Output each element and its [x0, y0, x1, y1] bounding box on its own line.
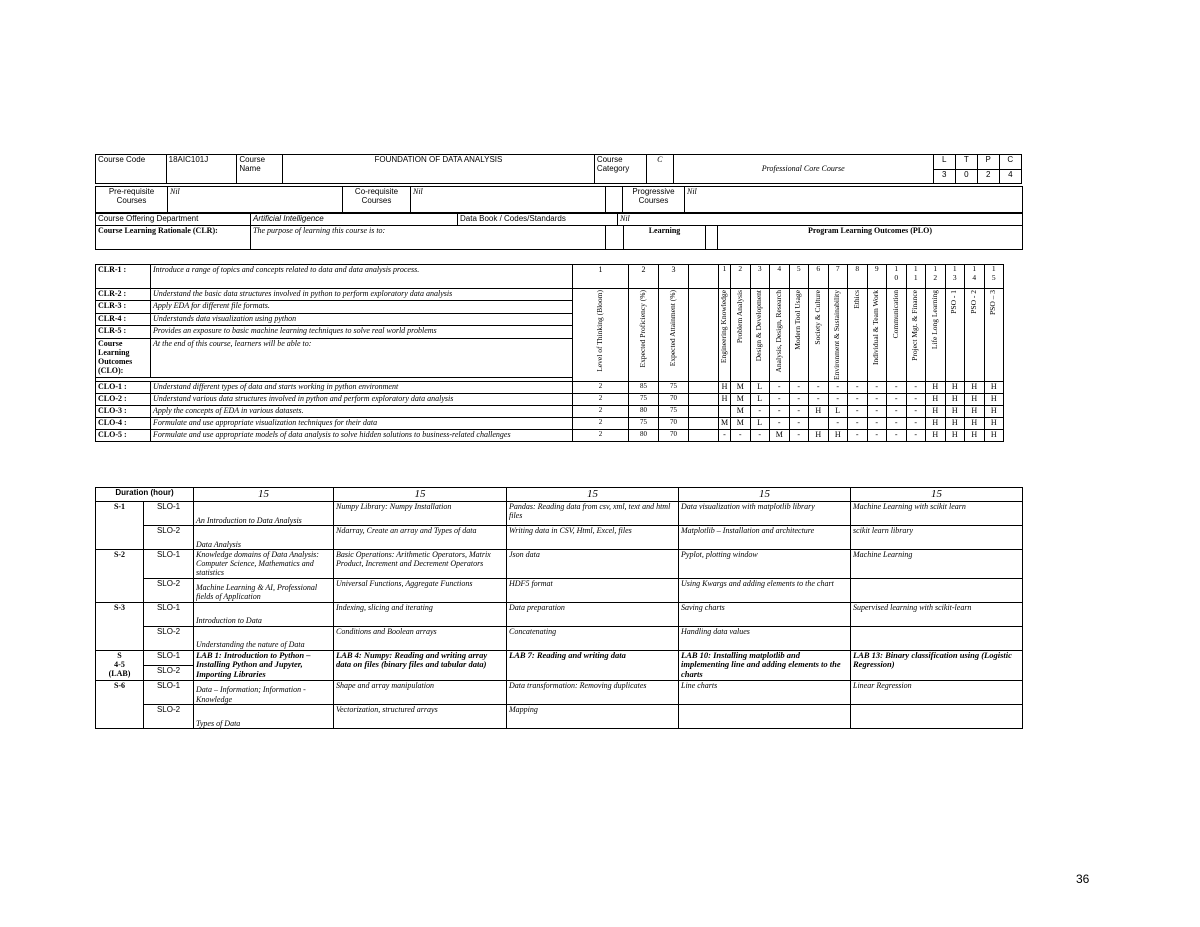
clo-text: Apply the concepts of EDA in various datasets.: [151, 406, 573, 418]
topic-cell: Conditions and Boolean arrays: [334, 626, 507, 650]
plo-value: -: [906, 394, 926, 406]
plo-number: 9: [867, 265, 887, 289]
plo-value: -: [789, 418, 809, 430]
topic-cell: [679, 704, 851, 728]
clo-code: CLO-5 :: [96, 430, 151, 442]
plo-heading: PSO – 3: [984, 289, 1004, 382]
duration-value: 15: [507, 488, 679, 502]
plo-value: -: [750, 430, 770, 442]
plo-value: [809, 418, 829, 430]
topic-cell: Machine Learning: [851, 550, 1023, 579]
topic-cell: Pyplot, plotting window: [679, 550, 851, 579]
coreq-value: Nil: [411, 187, 606, 213]
lab-topic: LAB 10: Installing matplotlib and implementing line and adding elements to the charts: [679, 650, 851, 680]
clr-header-table: [95, 225, 1023, 250]
plo-value: H: [945, 406, 965, 418]
databook-label: Data Book / Codes/Standards: [458, 214, 618, 226]
plo-heading: PSO - 1: [945, 289, 965, 382]
plo-value: M: [770, 430, 790, 442]
databook-value: Nil: [618, 214, 1023, 226]
plo-value: -: [906, 418, 926, 430]
plo-heading: Environment & Sustainability: [828, 289, 848, 382]
clo-text: Understand various data structures involved in python and perform exploratory data analysis: [151, 394, 573, 406]
plo-heading: Engineering Knowledge: [719, 289, 731, 382]
topic-cell: Matplotlib – Installation and architecture: [679, 526, 851, 550]
plo-heading: Design & Development: [750, 289, 770, 382]
topic-cell: Handling data values: [679, 626, 851, 650]
plo-heading: Modern Tool Usage: [789, 289, 809, 382]
topic-cell: Understanding the nature of Data: [194, 626, 334, 650]
plo-value: -: [809, 382, 829, 394]
clr-text: Introduce a range of topics and concepts related to data and data analysis process.: [151, 265, 573, 289]
plo-value: -: [789, 406, 809, 418]
plo-heading: Life Long Learning: [926, 289, 946, 382]
topic-cell: Universal Functions, Aggregate Functions: [334, 578, 507, 602]
learning-number: 3: [659, 265, 689, 289]
plo-value: -: [770, 406, 790, 418]
topic-cell: Machine Learning & AI, Professional fields of Application: [194, 578, 334, 602]
clo-code: CLO-2 :: [96, 394, 151, 406]
plo-value: -: [867, 382, 887, 394]
clr-code: CLR-5 :: [96, 326, 151, 338]
plo-heading: Society & Culture: [809, 289, 829, 382]
topic-cell: Data transformation: Removing duplicates: [507, 680, 679, 704]
plo-heading: Communication: [887, 289, 907, 382]
topic-cell: Using Kwargs and adding elements to the chart: [679, 578, 851, 602]
plo-heading: PSO - 2: [965, 289, 985, 382]
course-name: FOUNDATION OF DATA ANALYSIS: [283, 155, 595, 184]
plo-value: H: [984, 394, 1004, 406]
schedule-table: [95, 487, 1023, 729]
plo-number: 1 1: [906, 265, 926, 289]
plo-value: H: [984, 418, 1004, 430]
learning-value: 2: [573, 394, 629, 406]
clr-code: CLR-1 :: [96, 265, 151, 289]
plo-value: -: [848, 406, 868, 418]
learning-value: 75: [659, 382, 689, 394]
learning-value: 2: [573, 382, 629, 394]
plo-value: H: [809, 430, 829, 442]
plo-value: L: [828, 406, 848, 418]
plo-heading: Analysis, Design, Research: [770, 289, 790, 382]
clr-text: Understand the basic data structures involved in python to perform exploratory data analysis: [151, 289, 573, 301]
plo-value: -: [906, 382, 926, 394]
plo-value: M: [731, 394, 751, 406]
plo-value: -: [828, 394, 848, 406]
clr-code: CLR-4 :: [96, 313, 151, 325]
coreq-label: Co-requisite Courses: [343, 187, 411, 213]
progressive-value: Nil: [685, 187, 1023, 213]
clo-intro: At the end of this course, learners will be able to:: [151, 338, 573, 377]
topic-cell: Numpy Library: Numpy Installation: [334, 502, 507, 526]
plo-number: 1 0: [887, 265, 907, 289]
learning-number: 1: [573, 265, 629, 289]
duration-value: 15: [851, 488, 1023, 502]
topic-cell: Data – Information; Information - Knowledge: [194, 680, 334, 704]
plo-value: M: [731, 382, 751, 394]
topic-cell: Basic Operations: Arithmetic Operators, Matrix Product, Increment and Decrement Operators: [334, 550, 507, 579]
plo-value: H: [926, 418, 946, 430]
plo-value: L: [750, 382, 770, 394]
plo-number: 1 4: [965, 265, 985, 289]
slo-label: SLO-1: [144, 602, 194, 626]
learning-value: 75: [629, 394, 659, 406]
plo-number: 2: [731, 265, 751, 289]
slo-label: SLO-2: [144, 626, 194, 650]
clo-code: CLO-3 :: [96, 406, 151, 418]
prereq-table: [95, 186, 1023, 213]
learning-value: 85: [629, 382, 659, 394]
session-label: S 4-5 (LAB): [96, 650, 144, 680]
topic-cell: Data preparation: [507, 602, 679, 626]
plo-number: 8: [848, 265, 868, 289]
plo-value: H: [984, 382, 1004, 394]
plo-value: H: [719, 382, 731, 394]
plo-number: 3: [750, 265, 770, 289]
plo-value: H: [965, 418, 985, 430]
course-header-table: [95, 154, 1022, 184]
plo-value: -: [828, 382, 848, 394]
topic-cell: [851, 626, 1023, 650]
ltpc-label-p: P: [977, 155, 999, 169]
learning-value: 80: [629, 430, 659, 442]
topic-cell: [851, 578, 1023, 602]
learning-value: 70: [659, 430, 689, 442]
learning-value: 80: [629, 406, 659, 418]
plo-value: -: [828, 418, 848, 430]
duration-label: Duration (hour): [96, 488, 194, 502]
topic-cell: Types of Data: [194, 704, 334, 728]
lab-topic: LAB 4: Numpy: Reading and writing array data on files (binary files and tabular data): [334, 650, 507, 680]
topic-cell: scikit learn library: [851, 526, 1023, 550]
plo-label: Program Learning Outcomes (PLO): [718, 226, 1023, 250]
plo-heading: Individual & Team Work: [867, 289, 887, 382]
topic-cell: Introduction to Data: [194, 602, 334, 626]
plo-value: -: [789, 382, 809, 394]
plo-value: L: [750, 418, 770, 430]
plo-value: -: [770, 394, 790, 406]
plo-value: H: [945, 382, 965, 394]
prereq-value: Nil: [168, 187, 343, 213]
topic-cell: Data Analysis: [194, 526, 334, 550]
topic-cell: Pandas: Reading data from csv, xml, text and html files: [507, 502, 679, 526]
topic-cell: Machine Learning with scikit learn: [851, 502, 1023, 526]
lab-topic: LAB 1: Introduction to Python – Installing Python and Jupyter, Importing Libraries: [194, 650, 334, 680]
plo-value: -: [887, 406, 907, 418]
plo-number: 4: [770, 265, 790, 289]
plo-number: 1 5: [984, 265, 1004, 289]
plo-value: M: [731, 418, 751, 430]
clr-code: CLR-2 :: [96, 289, 151, 301]
slo-label: SLO-1: [144, 650, 194, 665]
ltpc-label-t: T: [955, 155, 977, 169]
plo-value: -: [887, 382, 907, 394]
lab-topic: LAB 7: Reading and writing data: [507, 650, 679, 680]
plo-value: -: [887, 394, 907, 406]
plo-value: -: [731, 430, 751, 442]
plo-value: M: [731, 406, 751, 418]
learning-value: 2: [573, 418, 629, 430]
plo-value: -: [789, 394, 809, 406]
clo-text: Formulate and use appropriate visualization techniques for their data: [151, 418, 573, 430]
slo-label: SLO-1: [144, 502, 194, 526]
course-code: 18AIC101J: [166, 155, 237, 184]
plo-number: 1: [719, 265, 731, 289]
topic-cell: Indexing, slicing and iterating: [334, 602, 507, 626]
topic-cell: Knowledge domains of Data Analysis: Computer Science, Mathematics and statistics: [194, 550, 334, 579]
plo-value: -: [719, 430, 731, 442]
slo-label: SLO-1: [144, 680, 194, 704]
clo-label: Course Learning Outcomes (CLO):: [96, 338, 151, 377]
plo-value: H: [926, 394, 946, 406]
learning-label: Learning: [624, 226, 706, 250]
session-label: S-6: [96, 680, 144, 728]
topic-cell: HDF5 format: [507, 578, 679, 602]
plo-value: H: [965, 394, 985, 406]
plo-value: H: [719, 394, 731, 406]
plo-value: -: [848, 430, 868, 442]
topic-cell: Mapping: [507, 704, 679, 728]
duration-value: 15: [194, 488, 334, 502]
clo-text: Understand different types of data and starts working in python environment: [151, 382, 573, 394]
clr-text: Apply EDA for different file formats.: [151, 301, 573, 313]
clr-code: CLR-3 :: [96, 301, 151, 313]
plo-value: -: [887, 418, 907, 430]
plo-value: -: [770, 382, 790, 394]
plo-value: -: [887, 430, 907, 442]
plo-value: H: [945, 394, 965, 406]
ltpc-label-c: C: [999, 155, 1021, 169]
plo-value: H: [926, 430, 946, 442]
clo-code: CLO-1 :: [96, 382, 151, 394]
duration-value: 15: [679, 488, 851, 502]
topic-cell: Linear Regression: [851, 680, 1023, 704]
clr-text: Understands data visualization using python: [151, 313, 573, 325]
category-description: Professional Core Course: [673, 155, 933, 184]
plo-number: 6: [809, 265, 829, 289]
plo-value: -: [770, 418, 790, 430]
clo-code: CLO-4 :: [96, 418, 151, 430]
plo-value: H: [965, 382, 985, 394]
page-number: 36: [1076, 872, 1090, 886]
topic-cell: Line charts: [679, 680, 851, 704]
ltpc-value-t: 0: [955, 169, 977, 183]
topic-cell: Shape and array manipulation: [334, 680, 507, 704]
outcomes-table: [95, 264, 1024, 442]
plo-value: H: [828, 430, 848, 442]
plo-value: -: [848, 418, 868, 430]
plo-value: -: [789, 430, 809, 442]
session-label: S-3: [96, 602, 144, 650]
learning-value: 2: [573, 406, 629, 418]
course-code-label: Course Code: [96, 155, 167, 184]
plo-number: 1 3: [945, 265, 965, 289]
plo-value: [719, 406, 731, 418]
plo-value: -: [867, 430, 887, 442]
plo-value: -: [906, 406, 926, 418]
plo-heading: Ethics: [848, 289, 868, 382]
topic-cell: Writing data in CSV, Html, Excel, files: [507, 526, 679, 550]
plo-value: H: [926, 382, 946, 394]
plo-value: H: [945, 430, 965, 442]
topic-cell: Supervised learning with scikit-learn: [851, 602, 1023, 626]
slo-label: SLO-2: [144, 526, 194, 550]
slo-label: SLO-2: [144, 578, 194, 602]
plo-number: 1 2: [926, 265, 946, 289]
topic-cell: An Introduction to Data Analysis: [194, 502, 334, 526]
course-name-label: Course Name: [237, 155, 283, 184]
plo-value: H: [984, 406, 1004, 418]
topic-cell: Ndarray, Create an array and Types of data: [334, 526, 507, 550]
plo-value: L: [750, 394, 770, 406]
clo-text: Formulate and use appropriate models of data analysis to solve hidden solutions to business-related challenges: [151, 430, 573, 442]
plo-value: -: [848, 394, 868, 406]
learning-value: 70: [659, 418, 689, 430]
learning-value: 2: [573, 430, 629, 442]
ltpc-block: [933, 155, 1021, 184]
ltpc-label-l: L: [934, 155, 956, 169]
plo-number: 7: [828, 265, 848, 289]
plo-value: H: [809, 406, 829, 418]
dept-label: Course Offering Department: [96, 214, 251, 226]
prereq-label: Pre-requisite Courses: [96, 187, 168, 213]
plo-value: H: [965, 406, 985, 418]
clr-text: Provides an exposure to basic machine learning techniques to solve real world problems: [151, 326, 573, 338]
plo-value: -: [906, 430, 926, 442]
learning-heading: Expected Attainment (%): [659, 289, 689, 382]
clr-purpose: The purpose of learning this course is to:: [251, 226, 606, 250]
duration-value: 15: [334, 488, 507, 502]
learning-number: 2: [629, 265, 659, 289]
plo-value: M: [719, 418, 731, 430]
slo-label: SLO-2: [144, 665, 194, 680]
plo-number: 5: [789, 265, 809, 289]
topic-cell: Concatenating: [507, 626, 679, 650]
learning-heading: Expected Proficiency (%): [629, 289, 659, 382]
lab-topic: LAB 13: Binary classification using (Logistic Regression): [851, 650, 1023, 680]
plo-value: -: [750, 406, 770, 418]
plo-value: -: [809, 394, 829, 406]
topic-cell: Json data: [507, 550, 679, 579]
plo-value: -: [867, 406, 887, 418]
plo-heading: Problem Analysis: [731, 289, 751, 382]
topic-cell: Vectorization, structured arrays: [334, 704, 507, 728]
learning-value: 75: [659, 406, 689, 418]
plo-value: H: [945, 418, 965, 430]
plo-value: H: [926, 406, 946, 418]
learning-value: 75: [629, 418, 659, 430]
topic-cell: Data visualization with matplotlib library: [679, 502, 851, 526]
plo-value: -: [848, 382, 868, 394]
slo-label: SLO-2: [144, 704, 194, 728]
course-category: C: [646, 155, 673, 184]
ltpc-value-p: 2: [977, 169, 999, 183]
course-category-label: Course Category: [594, 155, 646, 184]
plo-value: H: [965, 430, 985, 442]
slo-label: SLO-1: [144, 550, 194, 579]
ltpc-value-c: 4: [999, 169, 1021, 183]
session-label: S-1: [96, 502, 144, 550]
learning-heading: Level of Thinking (Bloom): [573, 289, 629, 382]
ltpc-value-l: 3: [934, 169, 956, 183]
plo-value: H: [984, 430, 1004, 442]
learning-value: 70: [659, 394, 689, 406]
topic-cell: Saving charts: [679, 602, 851, 626]
dept-value: Artificial Intelligence: [251, 214, 458, 226]
session-label: S-2: [96, 550, 144, 603]
plo-value: -: [867, 394, 887, 406]
plo-heading: Project Mgt. & Finance: [906, 289, 926, 382]
progressive-label: Progressive Courses: [623, 187, 685, 213]
topic-cell: [851, 704, 1023, 728]
clr-label: Course Learning Rationale (CLR):: [96, 226, 251, 250]
plo-value: -: [867, 418, 887, 430]
